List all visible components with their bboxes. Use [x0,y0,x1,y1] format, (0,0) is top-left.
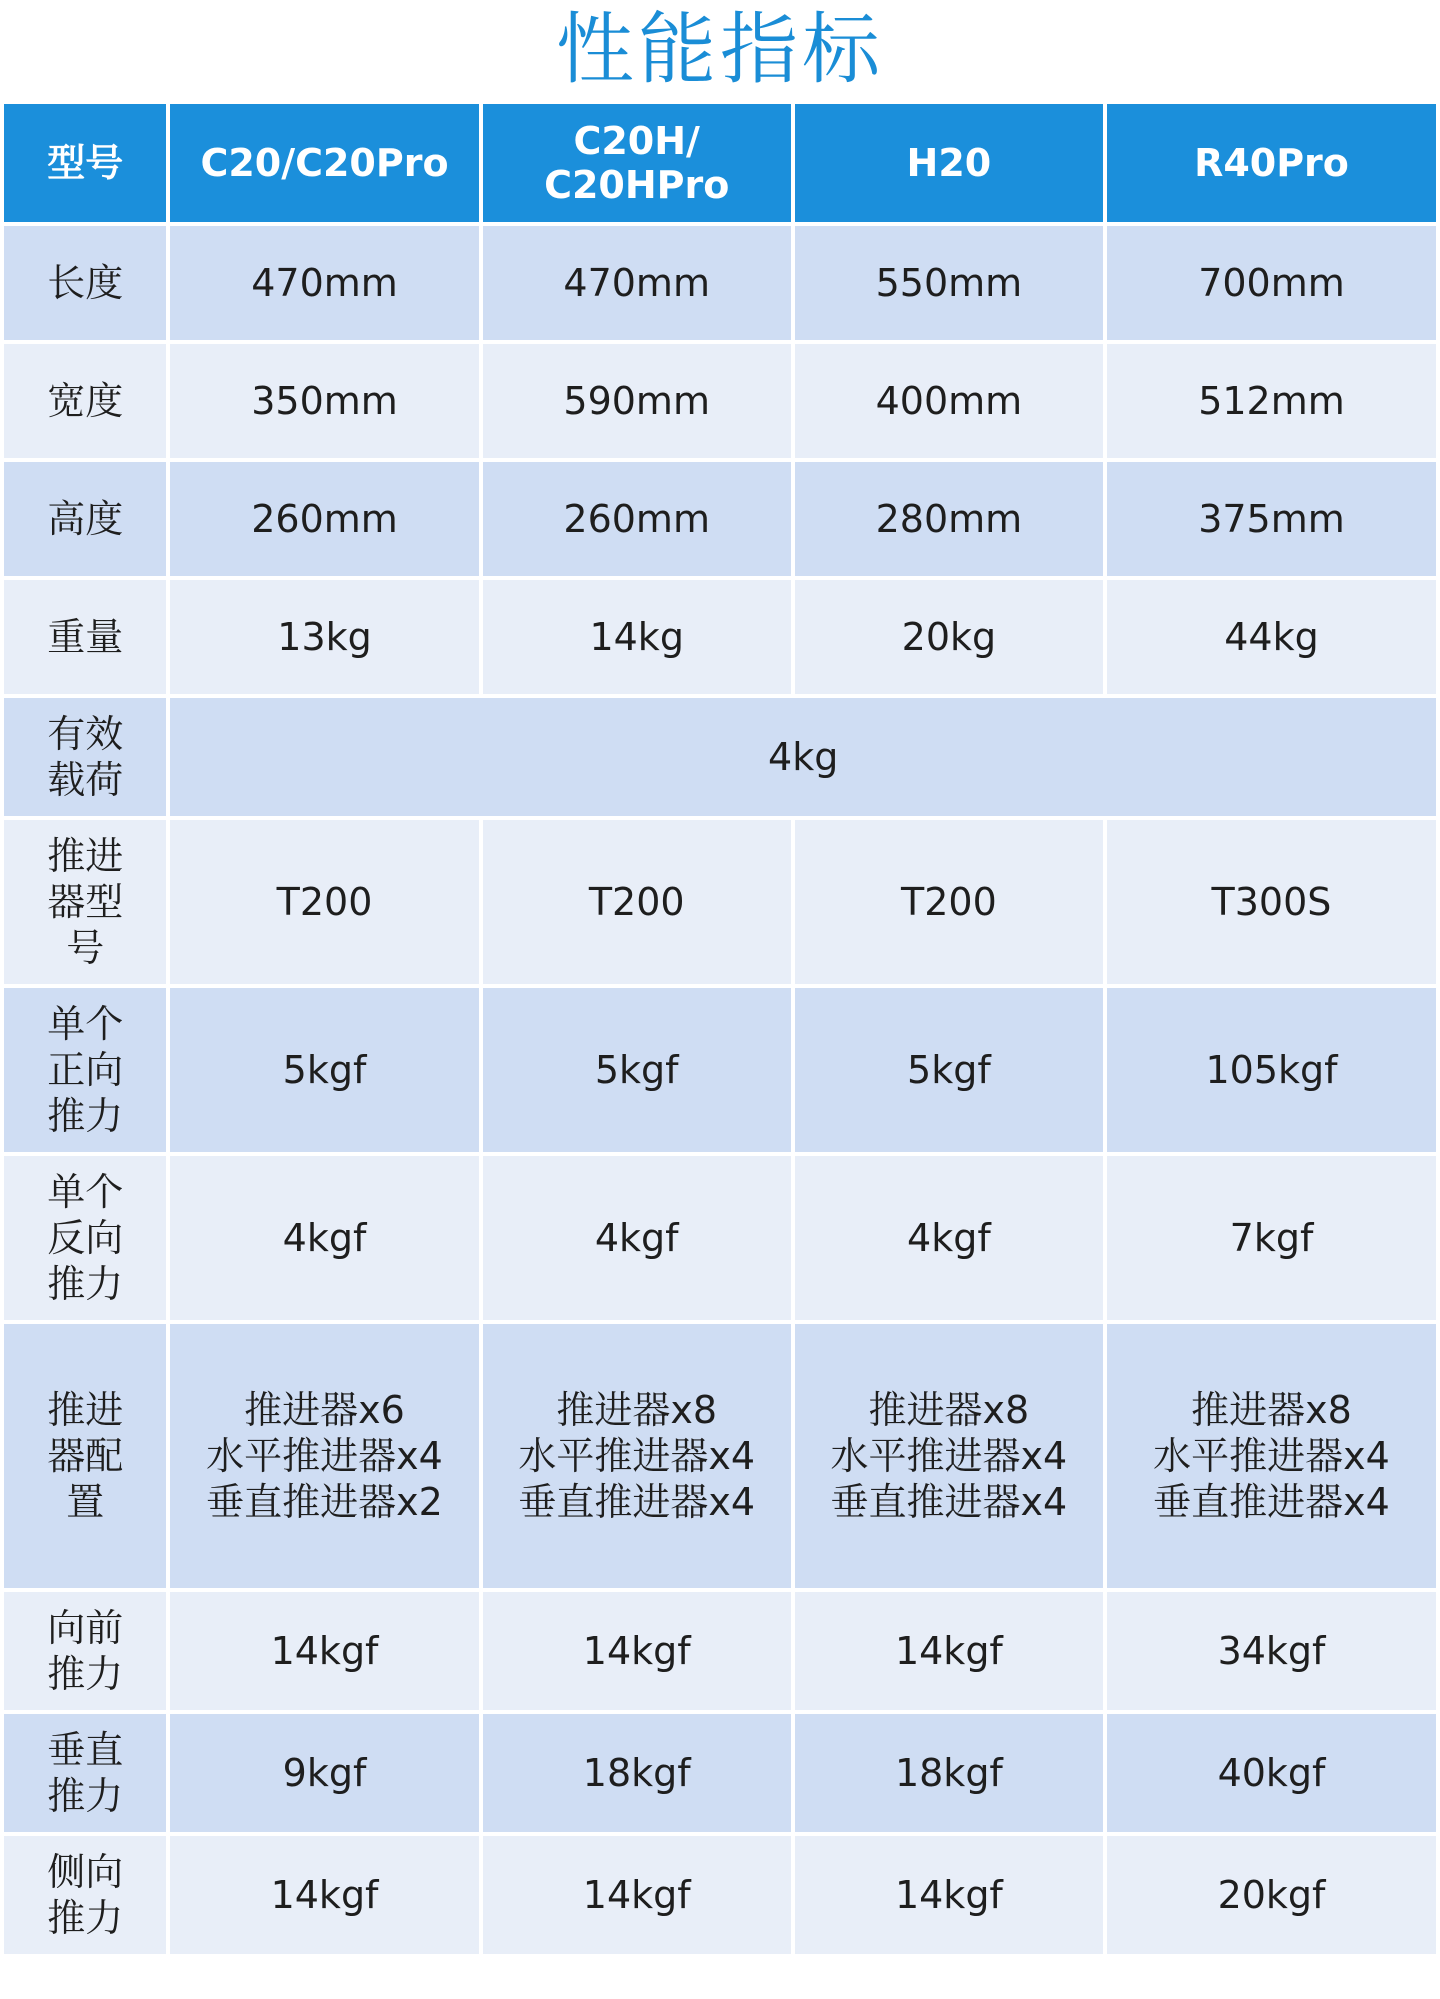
row-label [4,1324,166,1588]
row-label: 高度 [4,462,166,576]
table-cell: 5kgf [795,988,1103,1152]
table-row [4,1156,1436,1320]
header-cell-model: 型号 [4,104,166,222]
row-label-text: 有效 载荷 [47,712,124,802]
config-line: 推进器x6 [244,1388,405,1432]
table-cell: 44kg [1107,580,1436,694]
row-label-text: 单个 反向 推力 [47,1170,124,1306]
config-line: 水平推进器x4 [1153,1434,1390,1478]
spec-table [0,100,1440,1958]
config-line: 推进器x8 [868,1388,1030,1432]
row-label-text: 侧向 推力 [47,1850,124,1940]
row-label [4,988,166,1152]
table-cell: 18kgf [795,1714,1103,1832]
table-cell: 20kgf [1107,1836,1436,1954]
table-cell: T300S [1107,820,1436,984]
table-cell: 14kgf [795,1592,1103,1710]
table-cell: 550mm [795,226,1103,340]
table-cell: T200 [170,820,478,984]
config-line: 垂直推进器x4 [830,1480,1068,1524]
row-label [4,1714,166,1832]
table-cell: 260mm [170,462,478,576]
table-cell: 14kgf [483,1592,791,1710]
table-cell-merged: 4kg [170,698,1436,816]
table-cell: 375mm [1107,462,1436,576]
table-cell: 20kg [795,580,1103,694]
config-line: 水平推进器x4 [830,1434,1068,1478]
config-line: 水平推进器x4 [518,1434,756,1478]
table-cell: 4kgf [795,1156,1103,1320]
table-row [4,988,1436,1152]
table-cell: 470mm [170,226,478,340]
table-row [4,462,1436,576]
table-cell: 14kgf [795,1836,1103,1954]
table-cell: 700mm [1107,226,1436,340]
row-label-text: 推进 器配 置 [47,1388,124,1524]
table-cell: 350mm [170,344,478,458]
table-cell: 5kgf [170,988,478,1152]
row-label-text: 垂直 推力 [47,1728,124,1818]
page-title: 性能指标 [555,5,884,95]
table-cell: 512mm [1107,344,1436,458]
config-line: 垂直推进器x4 [1153,1480,1390,1524]
config-line: 垂直推进器x2 [206,1480,443,1524]
config-line: 推进器x8 [556,1388,718,1432]
table-cell [483,1324,791,1588]
table-row [4,344,1436,458]
row-label [4,1592,166,1710]
table-cell: 9kgf [170,1714,478,1832]
table-cell [795,1324,1103,1588]
table-row [4,1592,1436,1710]
table-cell: 280mm [795,462,1103,576]
table-cell: 400mm [795,344,1103,458]
config-line: 推进器x8 [1191,1388,1352,1432]
table-cell: 18kgf [483,1714,791,1832]
table-cell: 34kgf [1107,1592,1436,1710]
row-label [4,1156,166,1320]
table-cell: 590mm [483,344,791,458]
row-label-text: 向前 推力 [47,1606,124,1696]
row-label: 宽度 [4,344,166,458]
table-cell: 14kgf [483,1836,791,1954]
table-cell: 260mm [483,462,791,576]
config-line: 水平推进器x4 [206,1434,443,1478]
table-row [4,1714,1436,1832]
header-cell-r40pro: R40Pro [1107,104,1436,222]
row-label: 重量 [4,580,166,694]
table-cell [1107,1324,1436,1588]
table-row [4,820,1436,984]
table-row [4,580,1436,694]
config-line: 垂直推进器x4 [518,1480,756,1524]
row-label [4,1836,166,1954]
table-row [4,226,1436,340]
table-cell: 470mm [483,226,791,340]
table-cell: 14kg [483,580,791,694]
table-cell: 105kgf [1107,988,1436,1152]
table-cell: 40kgf [1107,1714,1436,1832]
table-cell: T200 [795,820,1103,984]
table-cell: T200 [483,820,791,984]
table-cell: 7kgf [1107,1156,1436,1320]
table-cell: 5kgf [483,988,791,1152]
header-cell-h20: H20 [795,104,1103,222]
row-label-text: 单个 正向 推力 [47,1002,124,1138]
row-label-text: 推进 器型 号 [47,834,124,970]
row-label [4,820,166,984]
table-cell: 14kgf [170,1836,478,1954]
header-row [4,104,1436,222]
table-cell: 13kg [170,580,478,694]
table-row [4,1836,1436,1954]
table-cell: 14kgf [170,1592,478,1710]
row-label: 长度 [4,226,166,340]
table-cell: 4kgf [170,1156,478,1320]
header-c20h-text: C20H/ C20HPro [544,119,730,207]
header-cell-c20: C20/C20Pro [170,104,478,222]
header-cell-c20h [483,104,791,222]
table-cell [170,1324,478,1588]
table-row [4,1324,1436,1588]
table-cell: 4kgf [483,1156,791,1320]
row-label [4,698,166,816]
table-row [4,698,1436,816]
